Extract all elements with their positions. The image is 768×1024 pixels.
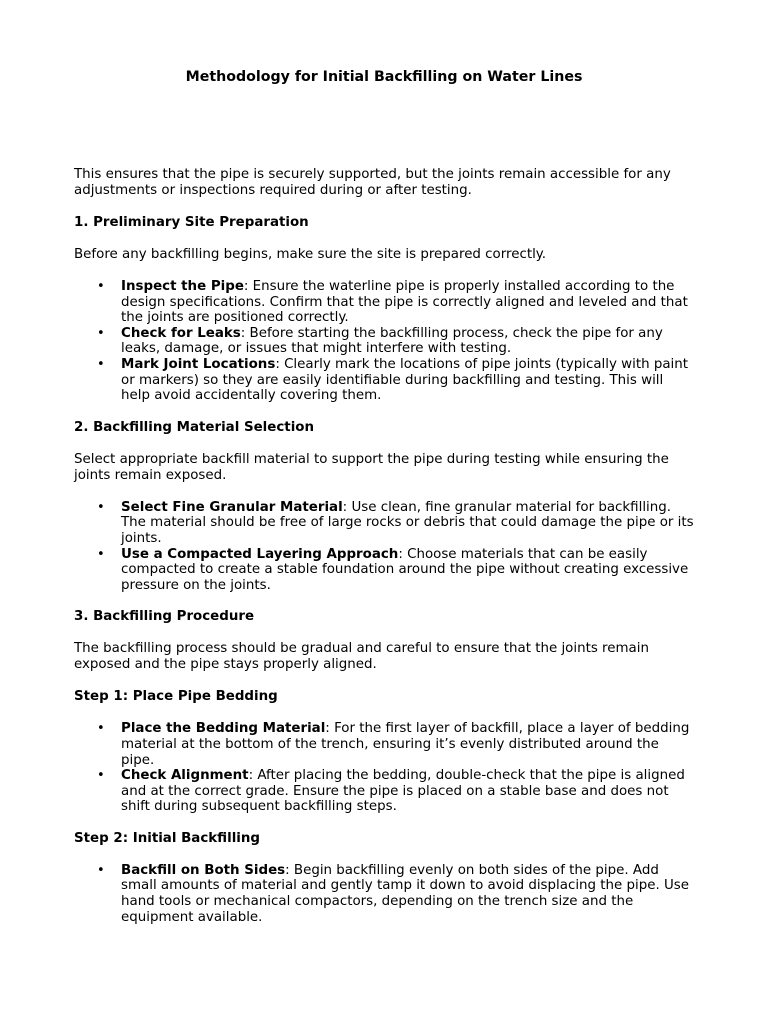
section-heading: 3. Backfilling Procedure [74,609,255,625]
list-item [97,356,696,404]
list-item-desc: : Use clean, fine granular material for backfilling. The material should be free of large rocks or debris that could damage the pipe or its joints. [121,499,694,546]
list-item-desc: : Choose materials that can be easily compacted to create a stable foundation around the pipe without creating excessive pressure on the joints. [121,546,689,593]
bullet-icon: • [97,499,105,515]
bullet-icon: • [97,325,105,341]
list-item-desc: : After placing the bedding, double-check that the pipe is aligned and at the correct grade. Ensure the pipe is placed on a stable base and does not shift during subsequent backfilling steps. [121,768,685,815]
list-item [97,546,696,594]
step-heading: Step 1: Place Pipe Bedding [74,689,278,705]
intro-paragraph: This ensures that the pipe is securely supported, but the joints remain accessible for any adjustments or inspections required during or after testing. [74,167,671,198]
bullet-icon: • [97,546,105,562]
list-item [97,499,696,547]
bullet-icon: • [97,862,105,878]
section-text: Before any backfilling begins, make sure the site is prepared correctly. [74,247,547,262]
bullet-list [74,279,696,404]
list-item [97,721,696,768]
list-item-term: Inspect the Pipe [121,279,244,294]
bullet-list [74,863,696,925]
list-item-desc: : Ensure the waterline pipe is properly installed according to the design specifications. Confirm that the pipe is correctly aligned and leveled and that the joints are positioned correctly. [121,279,688,326]
list-item-desc: : Begin backfilling evenly on both sides of the pipe. Add small amounts of material and gently tamp it down to avoid displacing the pipe. Use hand tools or mechanical compactors, depending on the trench size and the equipment available. [121,862,689,925]
list-item-desc: : Before starting the backfilling process, check the pipe for any leaks, damage, or issues that might interfere with testing. [121,325,663,357]
bullet-list [74,500,696,594]
section-text: The backfilling process should be gradual and careful to ensure that the joints remain exposed and the pipe stays properly aligned. [74,641,649,673]
document-body [74,167,696,941]
list-item-term: Mark Joint Locations [121,356,276,372]
list-item-term: Backfill on Both Sides [121,862,286,878]
bullet-list [74,721,696,815]
list-item-desc: : For the first layer of backfill, place a layer of bedding material at the bottom of the trench, ensuring it’s evenly distributed around the pipe. [121,721,690,768]
list-item-term: Check Alignment [121,768,249,784]
list-item-term: Select Fine Granular Material [121,499,343,515]
bullet-icon: • [97,279,105,294]
list-item [97,768,696,815]
bullet-icon: • [97,356,105,372]
list-item [97,325,696,357]
list-item [97,279,696,326]
list-item-term: Check for Leaks [121,325,241,341]
bullet-icon: • [97,721,105,737]
document-title: Methodology for Initial Backfilling on Water Lines [185,69,583,85]
step-heading: Step 2: Initial Backfilling [74,830,260,846]
list-item [97,862,696,925]
section-text: Select appropriate backfill material to support the pipe during testing while ensuring the joints remain exposed. [74,451,669,483]
list-item-term: Use a Compacted Layering Approach [121,546,399,562]
section-heading: 1. Preliminary Site Preparation [74,215,309,230]
list-item-desc: : Clearly mark the locations of pipe joints (typically with paint or markers) so they are easily identifiable during backfilling and testing. This will help avoid accidentally covering them. [121,356,688,404]
bullet-icon: • [97,768,105,784]
list-item-term: Place the Bedding Material [121,721,326,737]
section-heading: 2. Backfilling Material Selection [74,419,315,435]
